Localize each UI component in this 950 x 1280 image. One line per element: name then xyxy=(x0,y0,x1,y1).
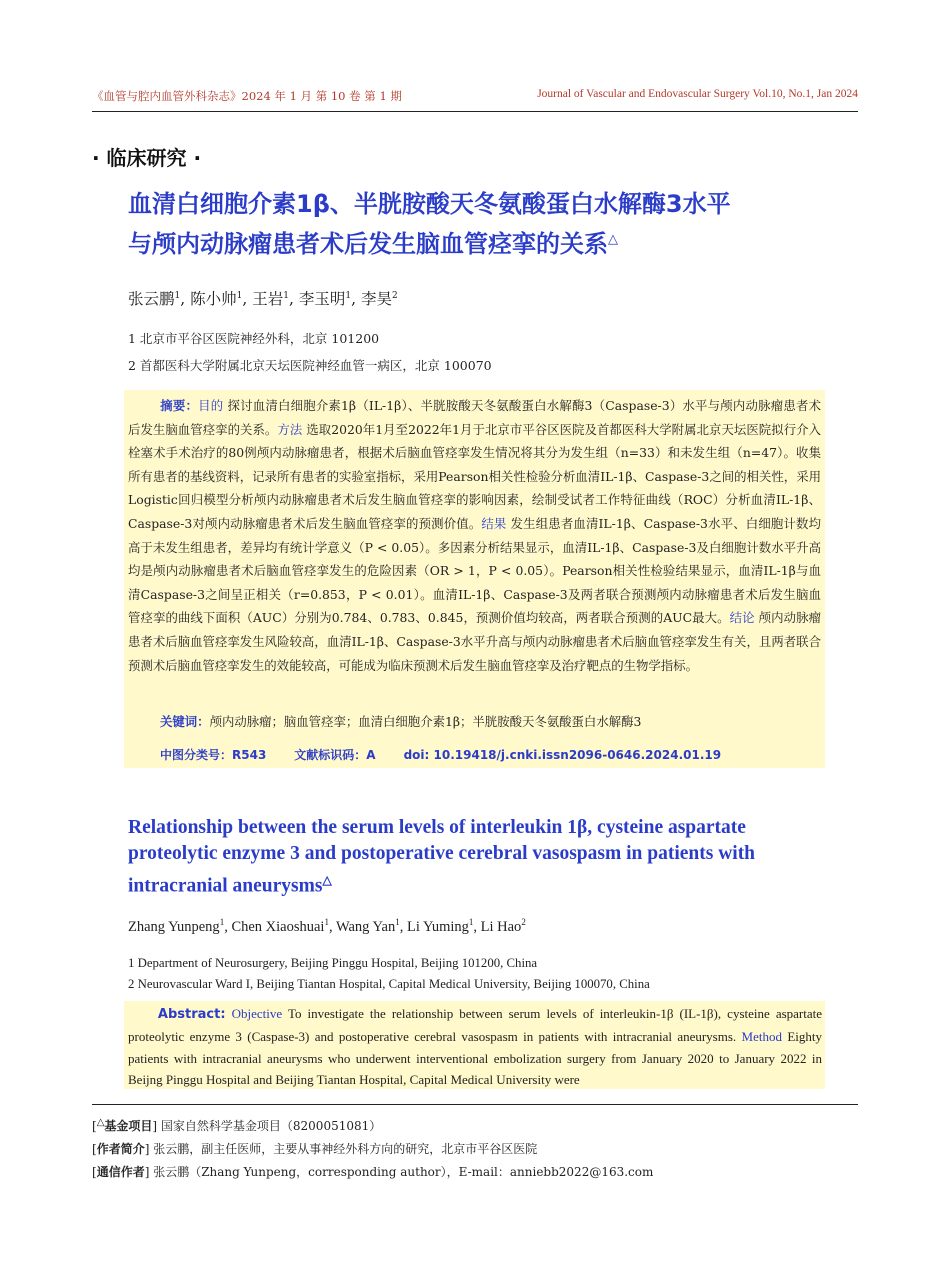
journal-cn: 《血管与腔内血管外科杂志》2024 年 1 月 第 10 卷 第 1 期 xyxy=(92,89,402,103)
author: 陈小帅$^1$, xyxy=(190,290,253,308)
funding-mark: △ xyxy=(608,232,618,247)
en-title-line-2: proteolytic enzyme 3 and postoperative cerebral vasospasm in patients with xyxy=(128,843,756,864)
en-author-list xyxy=(128,917,526,936)
author: 张云鹏$^1$, xyxy=(128,290,191,308)
footnote-divider xyxy=(92,1104,858,1105)
cn-article-meta xyxy=(160,746,749,763)
doc-code: 文献标识码：A xyxy=(294,748,376,762)
author: 王岩$^1$, xyxy=(252,290,299,308)
footnote-funding: [△基金项目] 国家自然科学基金项目（8200051081） xyxy=(92,1117,382,1133)
method-label: 方法 xyxy=(277,421,303,437)
en-title-line-1: Relationship between the serum levels of interleukin 1β, cysteine aspartate xyxy=(128,817,746,838)
author: 李昊$^2$ xyxy=(360,290,398,308)
funding-mark: △ xyxy=(322,873,332,887)
objective-label: Objective xyxy=(231,1006,283,1021)
cn-affiliation-1: 1 北京市平谷区医院神经外科，北京 101200 xyxy=(128,331,380,346)
cn-keywords: 关键词：颅内动脉瘤；脑血管痉挛；血清白细胞介素1β；半胱胺酸天冬氨酸蛋白水解酶3 xyxy=(160,714,642,729)
cn-title xyxy=(128,186,838,262)
author: Li Yuming$^1$, xyxy=(406,917,481,935)
section-label: · 临床研究 · xyxy=(92,146,202,170)
cn-abstract-box xyxy=(124,390,825,768)
en-abstract: Abstract: Objective To investigate the relationship between serum levels of interleukin-1β (IL-1β), cysteine aspartate proteolytic enzyme 3 (Caspase-3) and postoperative cerebral vasospasm in patients with intracranial aneurysms. Method Eighty patients with intracranial aneurysms who underwent interventional embolization surgery from January 2020 to January 2022 in Beijng Pinggu Hospital and Beijing Tiantan Hospital, Capital Medical University were xyxy=(128,1006,823,1088)
cn-title-line-1: 血清白细胞介素1β、半胱胺酸天冬氨酸蛋白水解酶3水平 xyxy=(128,190,731,218)
objective-label: 目的 xyxy=(198,398,224,413)
footnote-author: [作者简介] 张云鹏，副主任医师，主要从事神经外科方向的研究，北京市平谷区医院 xyxy=(92,1142,538,1156)
footnote-correspondence: [通信作者] 张云鹏（Zhang Yunpeng，corresponding author），E-mail：anniebb2022@163.com xyxy=(92,1165,654,1179)
cn-title-line-2: 与颅内动脉瘤患者术后发生脑血管痉挛的关系△ xyxy=(128,230,618,258)
running-head xyxy=(92,86,858,112)
author: Li Hao$^2$ xyxy=(480,917,526,935)
conclusion-label: 结论 xyxy=(729,610,755,626)
journal-en: Journal of Vascular and Endovascular Surgery Vol.10, No.1, Jan 2024 xyxy=(537,88,858,100)
results-label: 结果 xyxy=(481,515,507,531)
doi: doi: 10.19418/j.cnki.issn2096-0646.2024.01.19 xyxy=(403,748,722,762)
en-title xyxy=(128,815,848,900)
clc-code: 中图分类号：R543 xyxy=(160,748,267,762)
en-abstract-box xyxy=(124,1001,825,1089)
author: Zhang Yunpeng$^1$, xyxy=(128,917,232,935)
cn-abstract: 摘要：目的 探讨血清白细胞介素1β（IL-1β）、半胱胺酸天冬氨酸蛋白水解酶3（Caspase-3）水平与颅内动脉瘤患者术后发生脑血管痉挛的关系。方法 选取2020年1月至2022年1月于北京市平谷区医院及首都医科大学附属北京天坛医院拟行介入栓塞术手术治疗的80例颅内动脉瘤患者，根据术后脑血管痉挛发生情况将其分为发生组（n=33）和未发生组（n=47）。收集所有患者的基线资料，记录所有患者的实验室指标，采用Pearson相关性检验分析血清IL-1β、Caspase-3之间的相关性，采用Logistic回归模型分析颅内动脉瘤患者术后发生脑血管痉挛的影响因素，绘制受试者工作特征曲线（ROC）分析血清IL-1β、Caspase-3对颅内动脉瘤患者术后发生脑血管痉挛的预测价值。结果 发生组患者血清IL-1β、Caspase-3水平、白细胞计数均高于未发生组患者，差异均有统计学意义（P < 0.05）。多因素分析结果显示，血清IL-1β、Caspase-3及白细胞计数水平升高均是颅内动脉瘤患者术后脑血管痉挛发生的危险因素（OR > 1，P < 0.05）。Pearson相关性检验结果显示，血清IL-1β与血清Caspase-3之间呈正相关（r=0.853，P < 0.01）。血清IL-1β、Caspase-3及两者联合预测颅内动脉瘤患者术后发生脑血管痉挛的曲线下面积（AUC）分别为0.784、0.783、0.845，预测价值均较高，两者联合预测的AUC最大。结论 颅内动脉瘤患者术后脑血管痉挛发生风险较高，血清IL-1β、Caspase-3水平升高与颅内动脉瘤患者术后脑血管痉挛发生有关，且两者联合预测术后脑血管痉挛发生的效能较高，可能成为临床预测术后发生脑血管痉挛及治疗靶点的生物学指标。 xyxy=(128,398,822,673)
author: 李玉明$^1$, xyxy=(298,290,361,308)
author: Wang Yan$^1$, xyxy=(335,917,407,935)
cn-author-list xyxy=(128,287,398,309)
en-title-line-3: intracranial aneurysms△ xyxy=(128,873,332,897)
author: Chen Xiaoshuai$^1$, xyxy=(231,917,336,935)
method-label: Method xyxy=(741,1028,782,1044)
cn-affiliation-2: 2 首都医科大学附属北京天坛医院神经血管一病区，北京 100070 xyxy=(128,358,492,373)
en-affiliation-1: 1 Department of Neurosurgery, Beijing Pinggu Hospital, Beijing 101200, China xyxy=(128,956,538,970)
en-affiliation-2: 2 Neurovascular Ward I, Beijing Tiantan Hospital, Capital Medical University, Beijing 100070, China xyxy=(128,977,650,991)
